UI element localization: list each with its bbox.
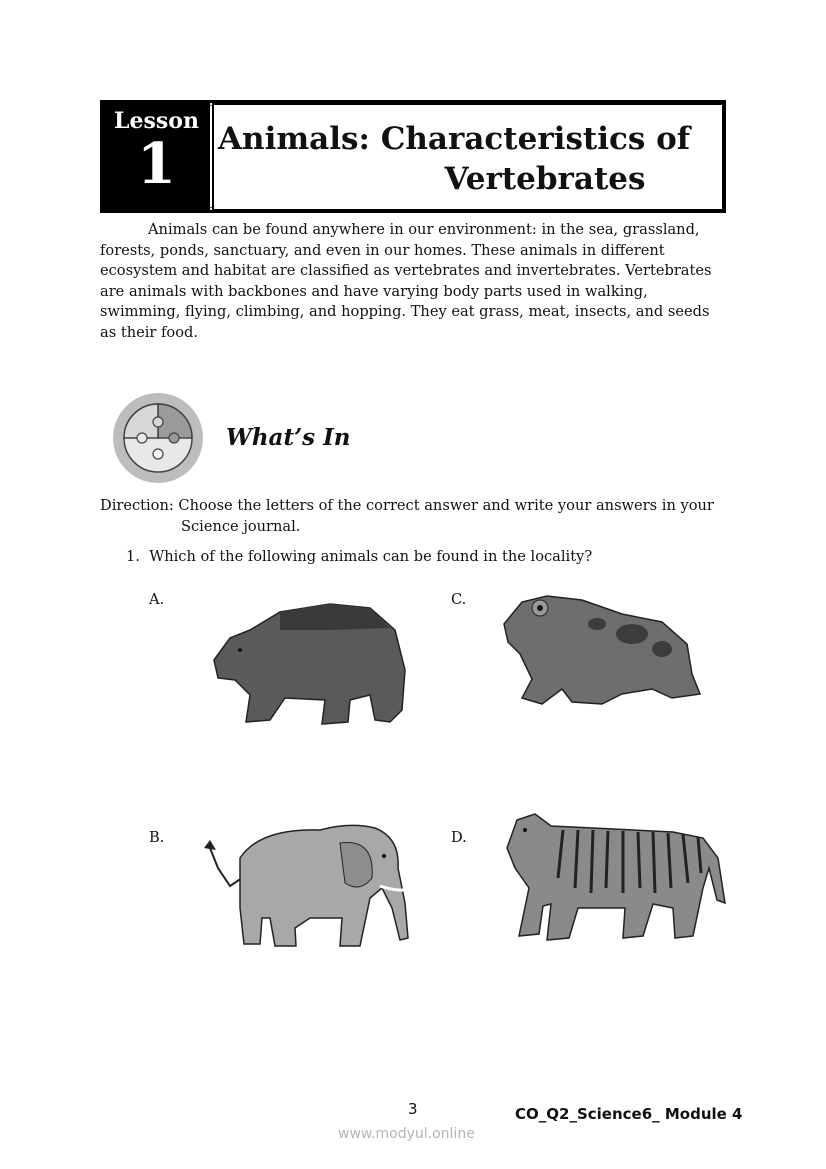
question-text: Which of the following animals can be found in the locality? [149,548,593,565]
watermark: www.modyul.online [338,1126,475,1142]
direction-line-2: Science journal. [181,517,301,535]
lesson-title [214,105,722,199]
question-1 [126,548,592,565]
choice-c-label: C. [451,591,467,608]
lesson-label: Lesson [114,108,199,134]
title-line-1: Animals: Characteristics of [218,121,691,157]
module-code: CO_Q2_Science6_ Module 4 [515,1105,743,1123]
tiger-image [503,808,727,952]
lesson-title-box [212,103,724,211]
question-number: 1. [126,548,140,565]
section-title: What’s In [226,424,351,451]
direction-line-1: Direction: Choose the letters of the correct answer and write your answers in your [100,497,714,514]
direction-text [100,496,730,537]
intro-paragraph [100,220,726,344]
choice-a-label: A. [149,591,165,608]
lesson-number: 1 [137,131,176,197]
lesson-badge [103,103,210,213]
choice-d-label: D. [451,829,467,846]
choice-b-label: B. [149,829,165,846]
title-line-2: Vertebrates [444,161,646,197]
elephant-image [200,818,418,957]
puzzle-icon [112,392,204,488]
page-number: 3 [408,1100,418,1118]
bear-image [210,600,410,734]
intro-text: Animals can be found anywhere in our environment: in the sea, grassland, forests, ponds, sanctuary, and even in our homes. These animals in different ecosystem and habitat are classified as vertebrates and invertebrates. Vertebrates are animals with backbones and have varying body parts used in walking, swimming, flying, climbing, and hopping. They eat grass, meat, insects, and seeds as their food. [100,221,712,341]
frog-image [502,594,702,716]
